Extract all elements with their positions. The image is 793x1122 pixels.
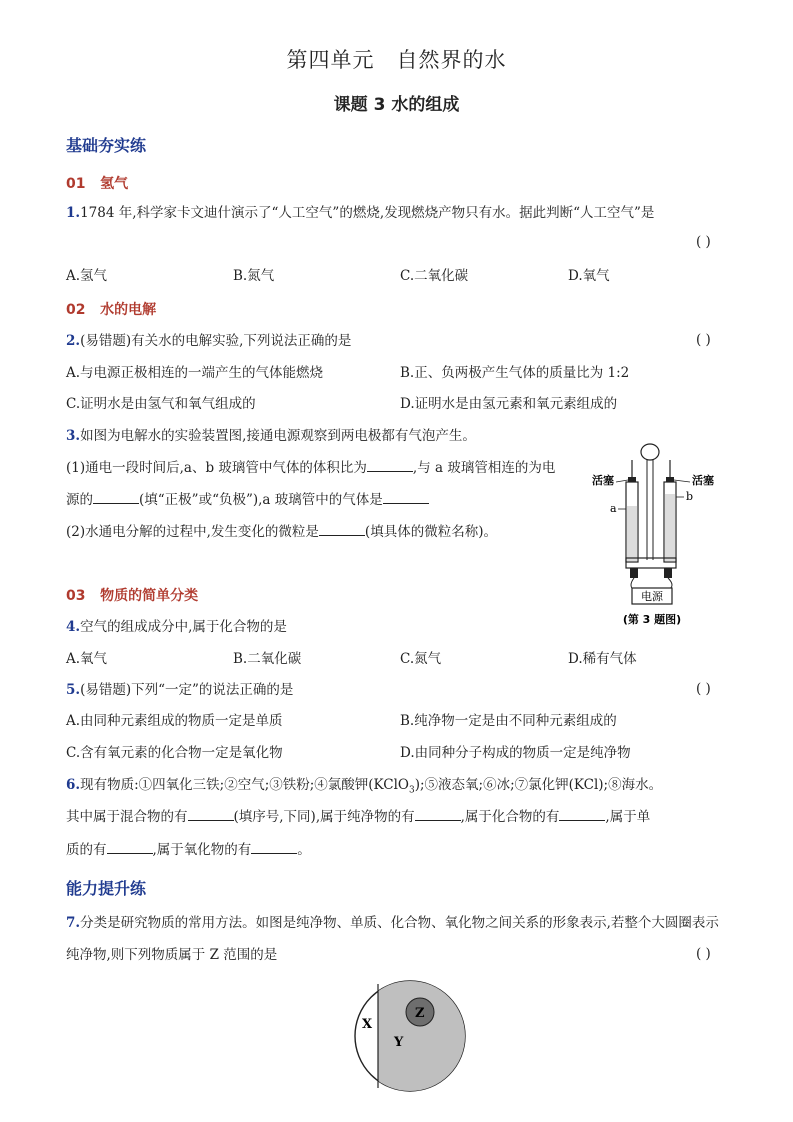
q4-option-c[interactable]: C.氮气 (400, 651, 442, 667)
q5-answer-paren[interactable]: ( ) (696, 681, 711, 697)
subsection-03-number: 03 (66, 588, 86, 604)
q6-text-b: );⑤液态氧;⑥冰;⑦氯化钾(KCl);⑧海水。 (414, 777, 663, 793)
tube-b-label: b (686, 490, 694, 503)
q4-option-d[interactable]: D.稀有气体 (568, 651, 637, 667)
section-advanced-title: 能力提升练 (66, 879, 147, 898)
power-source-label: 电源 (641, 590, 663, 603)
q3-blank-volume-ratio[interactable] (367, 459, 413, 472)
q6-text-c: 其中属于混合物的有 (66, 809, 188, 825)
label-x: X (362, 1017, 373, 1032)
q5-text: (易错题)下列“一定”的说法正确的是 (80, 682, 294, 698)
lesson-subtitle: 课题 3 水的组成 (333, 95, 460, 115)
q2-text: (易错题)有关水的电解实验,下列说法正确的是 (80, 333, 352, 349)
q6-blank-mixture[interactable] (188, 808, 234, 821)
q3-part1-text-d: (填“正极”或“负极”),a 玻璃管中的气体是 (139, 492, 383, 508)
q1-option-d[interactable]: D.氧气 (568, 268, 610, 284)
q3-part1-text-b: ,与 a 玻璃管相连的为电 (412, 460, 556, 476)
q3-part2-text-a: (2)水通电分解的过程中,发生变化的微粒是 (66, 524, 319, 540)
funnel-bulb (641, 444, 659, 460)
electrode-b (664, 568, 672, 578)
q6-text-h: ,属于氧化物的有 (152, 842, 252, 858)
q3-part1-line1 (66, 459, 555, 477)
q2-option-d[interactable]: D.证明水是由氢元素和氧元素组成的 (400, 396, 618, 412)
q6-text-e: ,属于化合物的有 (460, 809, 560, 825)
q6-blank-compound[interactable] (559, 808, 605, 821)
q6-line1 (66, 776, 662, 800)
title-unit: 第四单元 (286, 48, 375, 72)
subsection-02-title: 水的电解 (100, 302, 157, 318)
q3-part2-text-b: (填具体的微粒名称)。 (364, 524, 497, 540)
q7-number: 7. (66, 915, 81, 931)
classification-venn-figure (350, 976, 470, 1096)
subsection-02 (66, 299, 156, 319)
q6-text-a: 现有物质:①四氧化三铁;②空气;③铁粉;④氯酸钾(KClO (80, 777, 409, 793)
stopcock-a (628, 477, 636, 482)
q7-line1 (66, 914, 719, 932)
q6-line2 (66, 808, 650, 826)
q2-option-c[interactable]: C.证明水是由氢气和氧气组成的 (66, 396, 256, 412)
tube-a-water (627, 506, 638, 561)
q3-blank-electrode[interactable] (93, 491, 139, 504)
subsection-03 (66, 585, 198, 605)
q1-option-b[interactable]: B.氮气 (233, 268, 275, 284)
q1-text: 1784 年,科学家卡文迪什演示了“人工空气”的燃烧,发现燃烧产物只有水。据此判断“人工空气”是 (80, 205, 655, 221)
q6-text-f: ,属于单 (605, 809, 651, 825)
q5-option-c[interactable]: C.含有氧元素的化合物一定是氧化物 (66, 745, 283, 761)
electrolysis-apparatus-figure (588, 440, 738, 630)
q4-option-b[interactable]: B.二氧化碳 (233, 651, 302, 667)
stopcock-label-right: 活塞 (692, 474, 714, 487)
q3-blank-gas[interactable] (383, 491, 429, 504)
q7-text-a: 分类是研究物质的常用方法。如图是纯净物、单质、化合物、氧化物之间关系的形象表示,若整个大圆圈表示 (80, 915, 719, 931)
region-y (378, 976, 470, 1096)
q6-line3 (66, 841, 311, 859)
q5-stem (66, 681, 293, 699)
q4-number: 4. (66, 619, 81, 635)
subsection-02-number: 02 (66, 302, 86, 318)
tube-b-water (665, 494, 676, 561)
q6-blank-oxide[interactable] (251, 841, 297, 854)
tube-a-label: a (610, 502, 617, 515)
q6-blank-pure[interactable] (415, 808, 461, 821)
q3-number: 3. (66, 428, 81, 444)
q5-option-b[interactable]: B.纯净物一定是由不同种元素组成的 (400, 713, 617, 729)
q4-stem (66, 618, 287, 636)
subsection-01-title: 氢气 (100, 176, 129, 192)
q6-blank-element[interactable] (107, 841, 153, 854)
q2-number: 2. (66, 333, 81, 349)
q1-option-c[interactable]: C.二氧化碳 (400, 268, 469, 284)
q3-stem (66, 427, 476, 445)
q7-answer-paren[interactable]: ( ) (696, 946, 711, 962)
q1-stem (66, 204, 654, 222)
section-basic-title: 基础夯实练 (66, 136, 147, 155)
q2-stem (66, 332, 351, 350)
label-y: Y (394, 1035, 404, 1050)
q5-option-a[interactable]: A.由同种元素组成的物质一定是单质 (66, 713, 283, 729)
electrode-a (630, 568, 638, 578)
subsection-01-number: 01 (66, 176, 86, 192)
q7-line2: 纯净物,则下列物质属于 Z 范围的是 (66, 947, 278, 963)
q3-blank-particle[interactable] (319, 523, 365, 536)
stopcock-b (666, 477, 674, 482)
q6-text-i: 。 (297, 842, 311, 858)
q6-text-d: (填序号,下同),属于纯净物的有 (233, 809, 415, 825)
q2-option-a[interactable]: A.与电源正极相连的一端产生的气体能燃烧 (66, 365, 324, 381)
q2-option-b[interactable]: B.正、负两极产生气体的质量比为 1:2 (400, 365, 630, 381)
label-z: Z (415, 1006, 425, 1021)
subsection-01 (66, 173, 128, 193)
q3-part1-text-c: 源的 (66, 492, 93, 508)
q3-text: 如图为电解水的实验装置图,接通电源观察到两电极都有气泡产生。 (80, 428, 476, 444)
subsection-03-title: 物质的简单分类 (100, 588, 199, 604)
q6-subscript: 3 (409, 785, 415, 796)
q1-number: 1. (66, 205, 81, 221)
q1-answer-paren[interactable]: ( ) (696, 234, 711, 250)
q3-part2 (66, 523, 497, 541)
title-topic: 自然界的水 (396, 48, 507, 72)
page-title (0, 44, 793, 74)
q6-number: 6. (66, 777, 81, 793)
q4-option-a[interactable]: A.氧气 (66, 651, 108, 667)
q5-number: 5. (66, 682, 81, 698)
stopcock-label-left: 活塞 (592, 474, 614, 487)
q5-option-d[interactable]: D.由同种分子构成的物质一定是纯净物 (400, 745, 631, 761)
q3-part1-line2 (66, 491, 429, 509)
figure-3-caption: (第 3 题图) (622, 613, 682, 626)
q4-text: 空气的组成成分中,属于化合物的是 (80, 619, 287, 635)
q6-text-g: 质的有 (66, 842, 107, 858)
q3-part1-text-a: (1)通电一段时间后,a、b 玻璃管中气体的体积比为 (66, 460, 367, 476)
q2-answer-paren[interactable]: ( ) (696, 332, 711, 348)
q1-option-a[interactable]: A.氢气 (66, 268, 108, 284)
